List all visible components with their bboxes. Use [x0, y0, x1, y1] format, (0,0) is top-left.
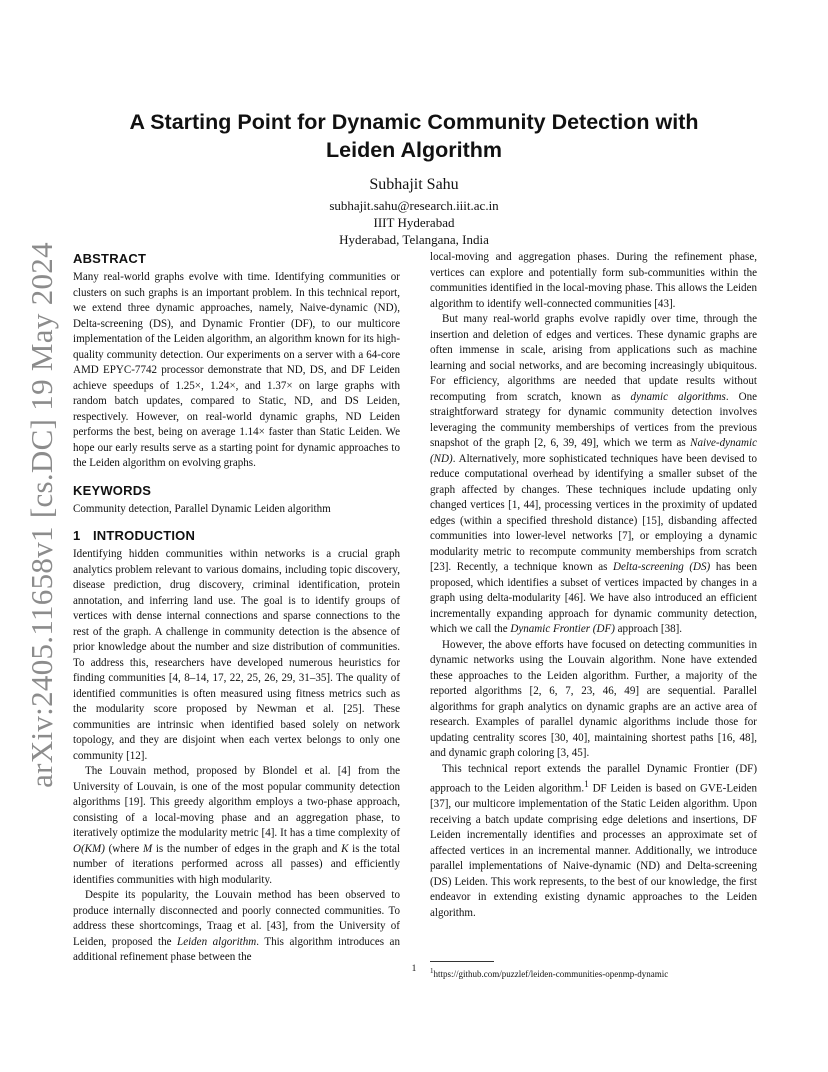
intro-paragraph-1: Identifying hidden communities within networks is a crucial graph analytics problem relevant to various domains, including topic discovery, disease prediction, drug discovery, criminal identification, protein annotation, and inferring land use. The goal is to identify groups of vertices with dense internal connections and sparse connections to the rest of the graph. A challenge in community detection is the absence of prior knowledge about the number and size distribution of communities. To address this, researchers have developed numerous heuristics for finding communities [4, 8–14, 17, 22, 25, 26, 29, 31–35]. The quality of identified communities is often measured using fitness metrics such as the modularity score proposed by Newman et al. [25]. These communities are intrinsic when identified based solely on network topology, and they are disjoint when each vertex belongs to only one community [12]. [73, 548, 400, 762]
keywords-heading: KEYWORDS [73, 482, 152, 498]
intro-p3-text-b: . This algorithm introduces an additional refinement phase between the [73, 935, 400, 963]
intro-paragraph-5 [430, 312, 757, 638]
section-number: 1 [73, 528, 81, 543]
author-location: Hyderabad, Telangana, India [339, 232, 489, 247]
intro-p5-text-b: . One straightforward strategy for dynamic community detection involves leveraging the community memberships of vertices from the previous snapshot of the graph [2, 6, 39, 49], which we term as [430, 390, 757, 449]
dynamic-algorithms-term: dynamic algorithms [630, 390, 726, 403]
paper-title: A Starting Point for Dynamic Community Detection with Leiden Algorithm [129, 110, 699, 162]
footnote-url[interactable]: https://github.com/puzzlef/leiden-communities-openmp-dynamic [433, 969, 669, 980]
naive-dynamic-term: Naive-dynamic (ND) [430, 437, 757, 465]
footnote [430, 965, 757, 980]
keywords-text: Community detection, Parallel Dynamic Leiden algorithm [73, 502, 331, 515]
math-k: K [341, 842, 349, 855]
section-title: INTRODUCTION [93, 528, 196, 543]
right-column [430, 250, 757, 980]
abstract-heading: ABSTRACT [73, 251, 147, 266]
leiden-algorithm-term: Leiden algorithm [177, 935, 257, 948]
intro-paragraph-7 [430, 762, 757, 922]
author-affiliation: IIIT Hyderabad [373, 215, 455, 230]
intro-p7-text-b: DF Leiden is based on GVE-Leiden [37], our multicore implementation of the Static Leiden algorithm. Upon receiving a batch update comprising edge deletions and insertions, DF Leiden incrementally identifies and processes an approximate set of affected vertices in an incremental manner. Additionally, we introduce parallel implementations of Naive-dynamic (ND) and Delta-screening (DS) Leiden. This work represents, to the best of our knowledge, the first endeavor in extending existing dynamic approaches to the Leiden algorithm. [430, 782, 757, 919]
author-name: Subhajit Sahu [369, 176, 459, 193]
footnote-marker: 1 [584, 779, 589, 789]
intro-p2-text-d: is the total number of iterations performed across all passes) and efficiently identifies communities with high modularity. [73, 842, 400, 886]
intro-p3-text-a: Despite its popularity, the Louvain method has been observed to produce internally disconnected and poorly connected communities. To address these shortcomings, Traag et al. [43], from the University of Leiden, proposed the [73, 889, 400, 948]
author-email: subhajit.sahu@research.iiit.ac.in [329, 198, 499, 213]
delta-screening-term: Delta-screening (DS) [613, 561, 711, 573]
author-block [200, 175, 628, 248]
dynamic-frontier-term: Dynamic Frontier (DF) [510, 623, 615, 635]
intro-p5-text-e: approach [38]. [614, 623, 683, 635]
intro-p2-text-a: The Louvain method, proposed by Blondel et al. [4] from the University of Louvain, is one of the most popular community detection algorithms [19]. This greedy algorithm employs a two-phase approach, consisting of a local-moving phase and an aggregation phase, to iteratively optimize the modularity metric [4]. It has a time complexity of [73, 765, 400, 839]
intro-paragraph-6: However, the above efforts have focused on detecting communities in dynamic networks using the Louvain algorithm. None have extended these approaches to the Leiden algorithm. Further, a majority of the reported algorithms [2, 6, 7, 23, 46, 49] are sequential. Parallel algorithms for graph analytics on dynamic graphs are an active area of research. Examples of parallel dynamic algorithms include those for updating centrality scores [30, 40], maintaining shortest paths [16, 48], and dynamic graph coloring [3, 45]. [430, 638, 757, 759]
intro-p2-text-b: (where [104, 842, 143, 855]
abstract-text: Many real-world graphs evolve with time. Identifying communities or clusters on such graphs is an important problem. In this technical report, we extend three dynamic approaches, namely, Naive-dynamic (ND), Delta-screening (DS), and Dynamic Frontier (DF), to our multicore implementation of the Leiden algorithm, an algorithm known for its high-quality community detection. Our experiments on a server with a 64-core AMD EPYC-7742 processor demonstrate that ND, DS, and DF Leiden achieve speedups of 1.25×, 1.24×, and 1.37× on large graphs with random batch updates, compared to Static, ND, and DS Leiden, respectively. However, on real-world dynamic graphs, ND Leiden performs the best, being on average 1.14× faster than Static Leiden. We hope our early results serve as a starting point for dynamic approaches to the Leiden algorithm on evolving graphs. [73, 271, 400, 469]
intro-paragraph-3 [73, 888, 400, 966]
footnote-divider [430, 961, 494, 962]
arxiv-identifier-stamp [22, 242, 62, 788]
intro-paragraph-4: local-moving and aggregation phases. During the refinement phase, vertices can explore and potentially form sub-communities within the communities identified in the local-moving phase. This allows the Leiden algorithm to identify well-connected communities [43]. [430, 251, 757, 310]
math-m: M [142, 842, 153, 855]
footnote-mark: 1 [430, 967, 434, 976]
intro-p5-text-a: But many real-world graphs evolve rapidly over time, through the insertion and deletion of edges and vertices. These dynamic graphs are often immense in scale, arising from applications such as machine learning and social networks, and are becoming increasingly ubiquitous. For efficiency, algorithms are needed that update results without recomputing from scratch, known as [430, 313, 757, 403]
intro-p2-text-c: is the number of edges in the graph and [152, 842, 342, 855]
left-column [73, 250, 400, 966]
intro-p7-text-a: This technical report extends the parallel Dynamic Frontier (DF) approach to the Leiden algorithm. [430, 762, 757, 795]
arxiv-identifier-text: arXiv:2405.11658v1 [cs.DC] 19 May 2024 [24, 242, 59, 788]
math-okm: O(KM) [73, 842, 105, 855]
intro-p5-text-d: has been proposed, which identifies a subset of vertices impacted by changes in a graph using delta-modularity [46]. We have also introduced an efficient incrementally expanding approach for dynamic community detection, which we call the [430, 561, 757, 635]
intro-p5-text-c: . Alternatively, more sophisticated techniques have been devised to reduce computational overhead by identifying a smaller subset of the graph affected by changes. These techniques include updating only changed vertices [1, 44], processing vertices in the proximity of updated edges (within a specified threshold distance) [15], disbanding affected communities into lower-level networks [7], or employing a dynamic modularity metric to recompute community memberships from scratch [23]. Recently, a technique known as [430, 452, 757, 573]
intro-paragraph-2 [73, 764, 400, 888]
introduction-heading [73, 527, 400, 545]
page-number: 1 [411, 964, 417, 974]
